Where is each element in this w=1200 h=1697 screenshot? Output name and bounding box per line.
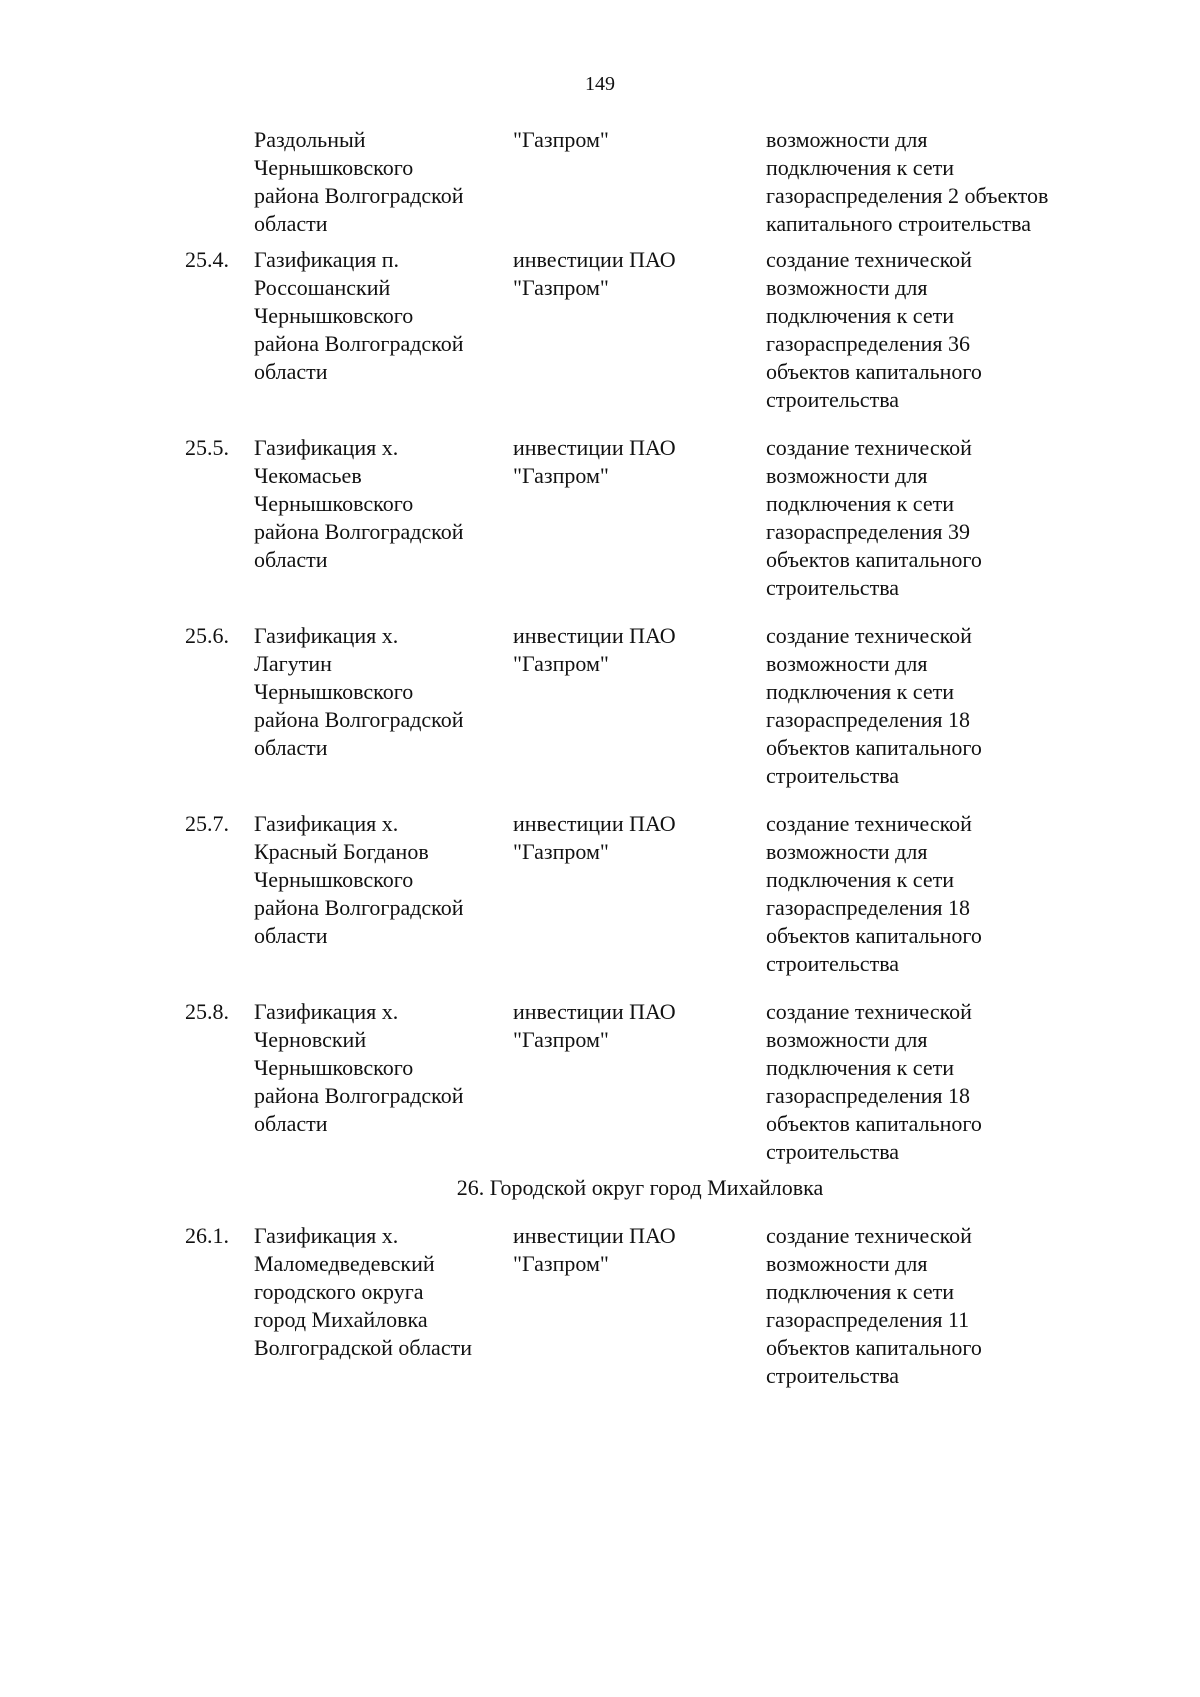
table-row: [0, 1222, 1200, 1402]
row-number: 25.4.: [185, 247, 229, 272]
funding-source: инвестиции ПАО "Газпром": [513, 247, 676, 300]
object-name: Газификация х. Маломедведевский городского округа город Михайловка Волгоградской области: [254, 1223, 472, 1360]
row-number: 25.5.: [185, 435, 229, 460]
expected-result: создание технической возможности для подключения к сети газораспределения 18 объектов капитального строительства: [766, 999, 982, 1164]
table-row: [0, 810, 1200, 998]
object-name: Газификация х. Черновский Чернышковского района Волгоградской области: [254, 999, 464, 1136]
object-name: Газификация х. Чекомасьев Чернышковского района Волгоградской области: [254, 435, 464, 572]
table-row: [0, 622, 1200, 810]
section-heading: 26. Городской округ город Михайловка: [456, 1175, 824, 1200]
page-number: 149: [585, 73, 615, 95]
expected-result: создание технической возможности для подключения к сети газораспределения 39 объектов капитального строительства: [766, 435, 982, 600]
expected-result: создание технической возможности для подключения к сети газораспределения 11 объектов капитального строительства: [766, 1223, 982, 1388]
row-number: 25.6.: [185, 623, 229, 648]
table-row: [0, 126, 1200, 246]
expected-result: создание технической возможности для подключения к сети газораспределения 18 объектов капитального строительства: [766, 623, 982, 788]
object-name: Газификация п. Россошанский Чернышковского района Волгоградской области: [254, 247, 464, 384]
expected-result: возможности для подключения к сети газораспределения 2 объектов капитального строительства: [766, 127, 1049, 236]
table-row: [0, 246, 1200, 434]
object-name: Газификация х. Красный Богданов Чернышковского района Волгоградской области: [254, 811, 464, 948]
row-number: 25.7.: [185, 811, 229, 836]
object-name: Газификация х. Лагутин Чернышковского района Волгоградской области: [254, 623, 464, 760]
funding-source: инвестиции ПАО "Газпром": [513, 999, 676, 1052]
document-body: [0, 126, 1200, 1402]
funding-source: инвестиции ПАО "Газпром": [513, 1223, 676, 1276]
row-number: 25.8.: [185, 999, 229, 1024]
funding-source: "Газпром": [513, 127, 609, 152]
table-row: [0, 434, 1200, 622]
funding-source: инвестиции ПАО "Газпром": [513, 623, 676, 676]
funding-source: инвестиции ПАО "Газпром": [513, 435, 676, 488]
row-number: 26.1.: [185, 1223, 229, 1248]
object-name: Раздольный Чернышковского района Волгоградской области: [254, 127, 464, 236]
expected-result: создание технической возможности для подключения к сети газораспределения 18 объектов капитального строительства: [766, 811, 982, 976]
funding-source: инвестиции ПАО "Газпром": [513, 811, 676, 864]
table-row: [0, 998, 1200, 1174]
expected-result: создание технической возможности для подключения к сети газораспределения 36 объектов капитального строительства: [766, 247, 982, 412]
